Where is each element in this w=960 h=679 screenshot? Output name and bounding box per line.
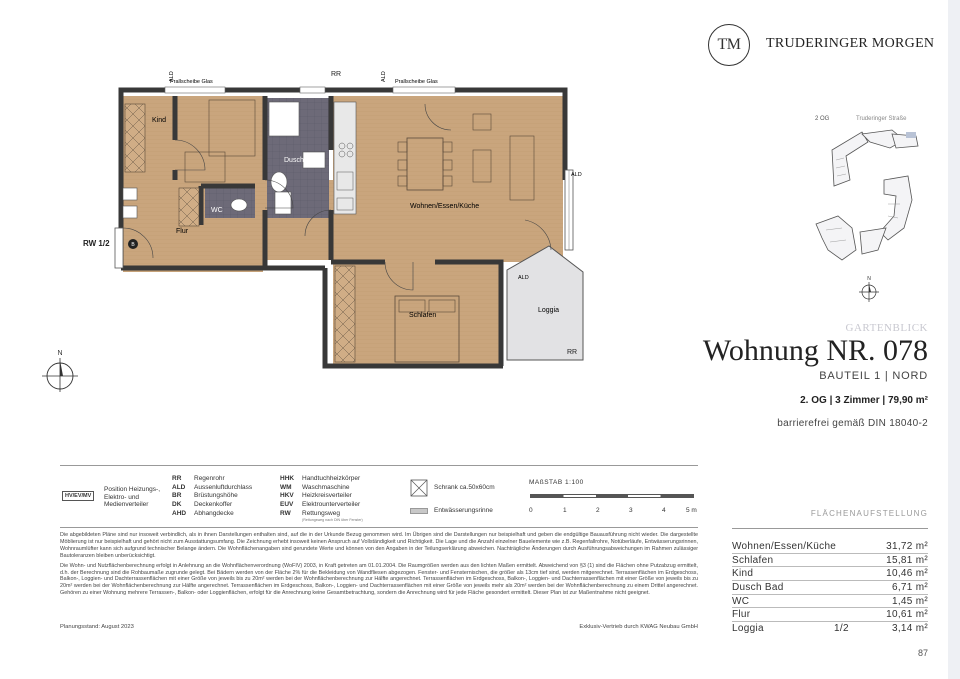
floor-loggia (507, 246, 583, 360)
label-ald: ALD (571, 172, 582, 178)
page-edge-strip (948, 0, 960, 679)
planning-state: Planungsstand: August 2023 (60, 624, 134, 630)
label-loggia: Loggia (538, 307, 560, 314)
apartment-summary: 2. OG | 3 Zimmer | 79,90 m² (800, 395, 928, 406)
wardrobe (335, 266, 355, 362)
label-prallscheibe-right: Prallscheibe Glas (395, 79, 438, 85)
kitchen-counter (334, 102, 356, 214)
label-ald: ALD (518, 275, 529, 281)
label-rw: RW 1/2 (83, 239, 110, 248)
area-heading: FLÄCHENAUFSTELLUNG (810, 509, 928, 518)
keyplan-floor-label: 2 OG (815, 116, 830, 122)
hv-legend-box: HV/EV/MV (62, 491, 94, 501)
keyplan-highlight (906, 132, 916, 138)
area-divider (732, 528, 928, 529)
scale-tick: 0 (529, 507, 533, 514)
label-rr-top: RR (331, 71, 342, 78)
floor-plan (55, 60, 605, 380)
scale-tick: 5 m (686, 507, 697, 514)
scale-tick: 4 (662, 507, 666, 514)
hv-legend-text: Position Heizungs-, Elektro- und Medienverteiler (104, 486, 160, 509)
hall-closet (179, 188, 199, 226)
disclaimer (60, 532, 698, 597)
keyplan-compass (859, 276, 879, 302)
label-flur: Flur (176, 228, 189, 235)
scale-title: MAßSTAB 1:100 (529, 479, 584, 486)
b-marker-label: B (131, 242, 135, 248)
vertrieb-note: Exklusiv-Vertrieb durch KWAG Neubau GmbH (579, 624, 698, 630)
area-row: Wohnen/Essen/Küche 31,72 m² (732, 541, 928, 552)
label-dusch-bad: Dusch Bad (284, 157, 319, 164)
label-rr-loggia: RR (567, 349, 578, 356)
keyplan-site-map (812, 120, 932, 310)
scale-tick: 2 (596, 507, 600, 514)
brand-logo: TM (708, 24, 750, 66)
scale-tick: 3 (629, 507, 633, 514)
abbr-column-2: HHK Handtuchheizkörper WM Waschmaschine HKV Heizkreisverteiler EUV Elektrounterverteiler RW Rettungsweg (280, 475, 361, 517)
compass-icon (40, 346, 80, 392)
label-schlafen: Schlafen (409, 312, 437, 319)
legend-top-divider (60, 465, 698, 466)
scale-tick: 1 (563, 507, 567, 514)
area-table (732, 540, 928, 636)
area-row: Dusch Bad 6,71 m² (732, 582, 928, 594)
area-row: Schlafen 15,81 m² (732, 554, 928, 566)
apartment-title: Wohnung NR. 078 (702, 334, 928, 367)
rinne-label: Entwässerungsrinne (434, 507, 493, 514)
label-kind: Kind (152, 117, 167, 124)
rw-note: (Rettungsweg nach DIN über Fenster) (302, 518, 363, 522)
label-wohnen: Wohnen/Essen/Küche (410, 203, 480, 210)
label-prallscheibe-left: Prallscheibe Glas (170, 79, 213, 85)
abbr-column-1: RR Regenrohr ALD Aussenluftdurchlass BR Brüstungshöhe DK Deckenkoffer AHD Abhangdecke (172, 475, 253, 517)
page-number: 87 (917, 648, 928, 658)
scale-bar (530, 494, 694, 498)
svg-text:N: N (57, 350, 63, 357)
legend-bottom-divider (60, 527, 698, 528)
area-row: Loggia 1/2 3,14 m² (732, 623, 928, 635)
area-row: Kind 10,46 m² (732, 568, 928, 580)
apartment-accessibility: barrierefrei gemäß DIN 18040-2 (777, 418, 928, 429)
disclaimer-paragraph: Die abgebildeten Pläne sind nur insoweit verbindlich, als in ihnen Darstellungen enthalten sind, auf die in der Urkunde Bezug genommen wird. Im Übrigen sind die Darstellungen nur beispielhaft und geben die endgültige Bauausführung nicht wieder. Die dargestellte Möblierung ist nur beispielhaft und gehört nicht zum Ausstattungsumfang. Die Zeichnung erhebt insoweit keinen Anspruch auf Vollständigkeit und Richtigkeit. Die Lage und die Anzahl einzelner Bauelemente wie z.B. Regenfallrohre, Notüberläufe, Entwässerungsrinnen, Wohnraumlüfter kann sich aufgrund technischer Belange ändern. Die Wohnflächenangaben sind gerundete Werte und können von den Angaben in der Teilungserklärung abweichen. Nachträgliche Änderungen durch Ausführungsabweichungen im Rahmen zulässiger Bautoleranzen bleiben unberücksichtigt. (60, 532, 698, 559)
disclaimer-paragraph: Die Wohn- und Nutzflächenberechnung erfolgt in Anlehnung an die Wohnflächenverordnung (WoFIV) 2003, in Kraft getreten am 01.01.2004. Die Raumgrößen werden aus den lichten Maßen ermittelt. Abweichend von §3 (1) sind die Flächen ohne Putzabzug ermittelt, d.h. der Berechnung sind die Rohbaumaße zugrunde gelegt. Bei Bädern werden von der Fläche 2% für die Bekleidung von Wandfliesen abgezogen. Fenster- und Fensternischen, die größer als 13cm tief sind, werden mitgerechnet. Terrassenflächen im Erdgeschoss, Balkon-, Loggien- und Dachterrassenflächen mit einer Größe von jeweils bis zu 20m² werden bei der Wohnflächenberechnung zur Hälfte angerechnet. Terrassenflächen im Erdgeschoss, Balkon-, Loggien- und Dachterrassenflächen mit einer Größe von jeweils bis zu 20m² werden bei der Wohnflächenberechnung zur Hälfte angerechnet. Terrassenflächen im Erdgeschoss, Balkon-, Loggien- und Dachterrassenflächen mit einer Größe von jeweils mehr als 20m² werden bei der Wohnflächenberechnung zu einem Drittel angerechnet. Gehören zu einer Wohnung mehrere Terrassen-, Balkon- oder Loggienflächen, erfolgt für die Anrechnung keine Gesamtbetrachtung, sondern die Anrechnung wird für jede Fläche gesondert ermittelt. Dieser Plan ist zur Maßentnahme nicht geeignet. (60, 562, 698, 597)
brand-name: TRUDERINGER MORGEN (766, 36, 935, 51)
area-row: Flur 10,61 m² (732, 609, 928, 621)
apartment-bauteil: BAUTEIL 1 | NORD (819, 370, 928, 382)
floor-wohnen (333, 96, 563, 262)
rinne-icon (410, 508, 428, 514)
keyplan-street-label: Truderinger Straße (856, 116, 907, 122)
label-ald: ALD (169, 71, 175, 82)
label-wc: WC (211, 207, 223, 214)
label-wm: WM (276, 196, 286, 202)
apartment-subtitle: GARTENBLICK (845, 322, 928, 334)
schrank-icon (410, 479, 428, 497)
schrank-label: Schrank ca.50x60cm (434, 484, 495, 491)
label-ald: ALD (381, 71, 387, 82)
svg-text:N: N (867, 276, 871, 282)
area-row: WC 1,45 m² (732, 595, 928, 607)
